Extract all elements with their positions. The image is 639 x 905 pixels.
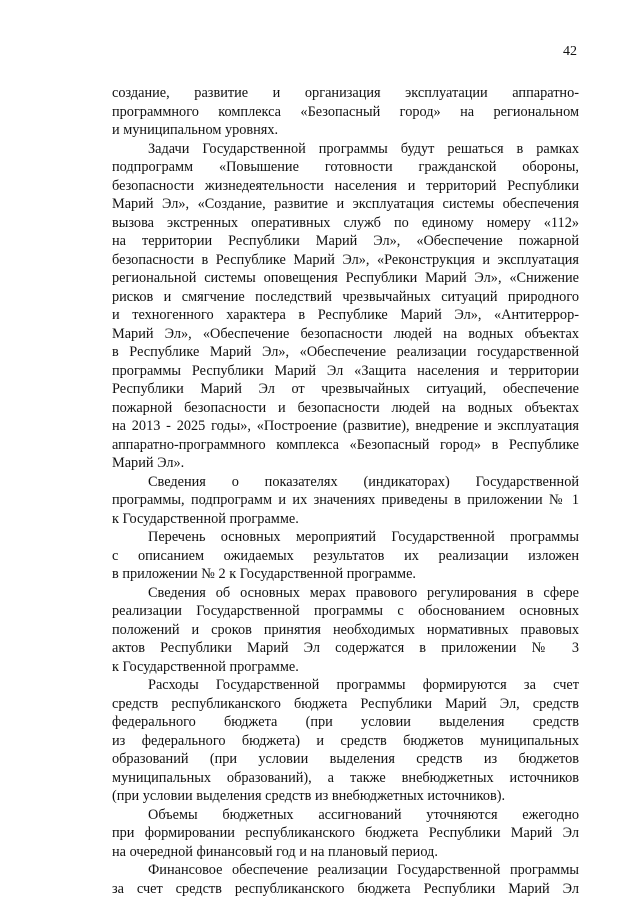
- text-line: с описанием ожидаемых результатов их реализации изложен: [112, 547, 579, 564]
- text-line: к Государственной программе.: [112, 510, 299, 527]
- text-line: муниципальных образований), а также внебюджетных источников: [112, 769, 579, 786]
- text-line: Марий Эл», «Обеспечение безопасности людей на водных объектах: [112, 325, 579, 342]
- text-line: и техногенного характера в Республике Марий Эл», «Антитеррор-: [112, 307, 579, 323]
- text-line: Расходы Государственной программы формируются за счет: [148, 677, 579, 693]
- text-line: в приложении № 2 к Государственной программе.: [112, 566, 417, 582]
- text-line: образований (при условии выделения средств из бюджетов: [112, 751, 579, 767]
- text-line: Объемы бюджетных ассигнований уточняются ежегодно: [148, 806, 579, 823]
- text-line: создание, развитие и организация эксплуатации аппаратно-: [112, 85, 579, 101]
- text-line: аппаратно-программного комплекса «Безопасный город» в Республике: [112, 436, 579, 453]
- text-line: при формировании республиканского бюджета Республики Марий Эл: [112, 825, 579, 841]
- text-line: на 2013 - 2025 годы», «Построение (развитие), внедрение и эксплуатация: [112, 418, 579, 434]
- text-line: подпрограмм «Повышение готовности гражданской обороны,: [112, 159, 579, 175]
- text-line: региональной системы оповещения Республики Марий Эл», «Снижение: [112, 270, 579, 286]
- text-line: рисков и смягчение последствий чрезвычайных ситуаций природного: [112, 288, 579, 305]
- paragraph: [112, 861, 579, 898]
- text-line: Марий Эл».: [112, 455, 185, 471]
- text-line: Марий Эл», «Создание, развитие и эксплуатация системы обеспечения: [112, 196, 579, 212]
- text-line: программного комплекса «Безопасный город» на региональном: [112, 103, 579, 120]
- text-line: пожарной безопасности и безопасности людей на водных объектах: [112, 399, 579, 416]
- text-line: на территории Республики Марий Эл», «Обеспечение пожарной: [112, 233, 579, 249]
- text-line: актов Республики Марий Эл содержатся в приложении № 3: [112, 640, 579, 656]
- text-line: программы Республики Марий Эл «Защита населения и территории: [112, 362, 579, 379]
- paragraph: [112, 584, 579, 677]
- text-line: средств республиканского бюджета Республики Марий Эл, средств: [112, 695, 579, 712]
- text-line: Задачи Государственной программы будут решаться в рамках: [148, 140, 579, 157]
- text-line: на очередной финансовый год и на плановый период.: [112, 843, 438, 860]
- text-line: Перечень основных мероприятий Государственной программы: [148, 529, 579, 545]
- text-line: реализации Государственной программы с обоснованием основных: [112, 603, 579, 619]
- text-line: (при условии выделения средств из внебюджетных источников).: [112, 788, 506, 804]
- text-line: Сведения об основных мерах правового регулирования в сфере: [148, 584, 579, 601]
- text-line: безопасности в Республике Марий Эл», «Реконструкция и эксплуатация: [112, 251, 579, 268]
- document-body: [112, 84, 579, 898]
- text-line: и муниципальном уровнях.: [112, 122, 279, 138]
- text-line: положений и сроков принятия необходимых нормативных правовых: [112, 621, 579, 638]
- paragraph: [112, 84, 579, 140]
- text-line: из федерального бюджета) и средств бюджетов муниципальных: [112, 732, 579, 749]
- text-line: безопасности жизнедеятельности населения и территорий Республики: [112, 177, 579, 194]
- text-line: Республики Марий Эл от чрезвычайных ситуаций, обеспечение: [112, 381, 579, 397]
- paragraph: [112, 806, 579, 862]
- paragraph: [112, 140, 579, 473]
- text-line: к Государственной программе.: [112, 658, 299, 675]
- text-line: Сведения о показателях (индикаторах) Государственной: [148, 473, 579, 490]
- paragraph: [112, 676, 579, 806]
- text-line: федерального бюджета (при условии выделения средств: [112, 714, 579, 730]
- text-line: Финансовое обеспечение реализации Государственной программы: [148, 862, 579, 878]
- paragraph: [112, 473, 579, 529]
- paragraph: [112, 528, 579, 584]
- text-line: программы, подпрограмм и их значениях приведены в приложении № 1: [112, 492, 579, 508]
- page-number: 42: [563, 44, 577, 59]
- text-line: в Республике Марий Эл», «Обеспечение реализации государственной: [112, 344, 579, 360]
- text-line: за счет средств республиканского бюджета Республики Марий Эл: [112, 880, 579, 897]
- text-line: вызова экстренных оперативных служб по единому номеру «112»: [112, 214, 579, 231]
